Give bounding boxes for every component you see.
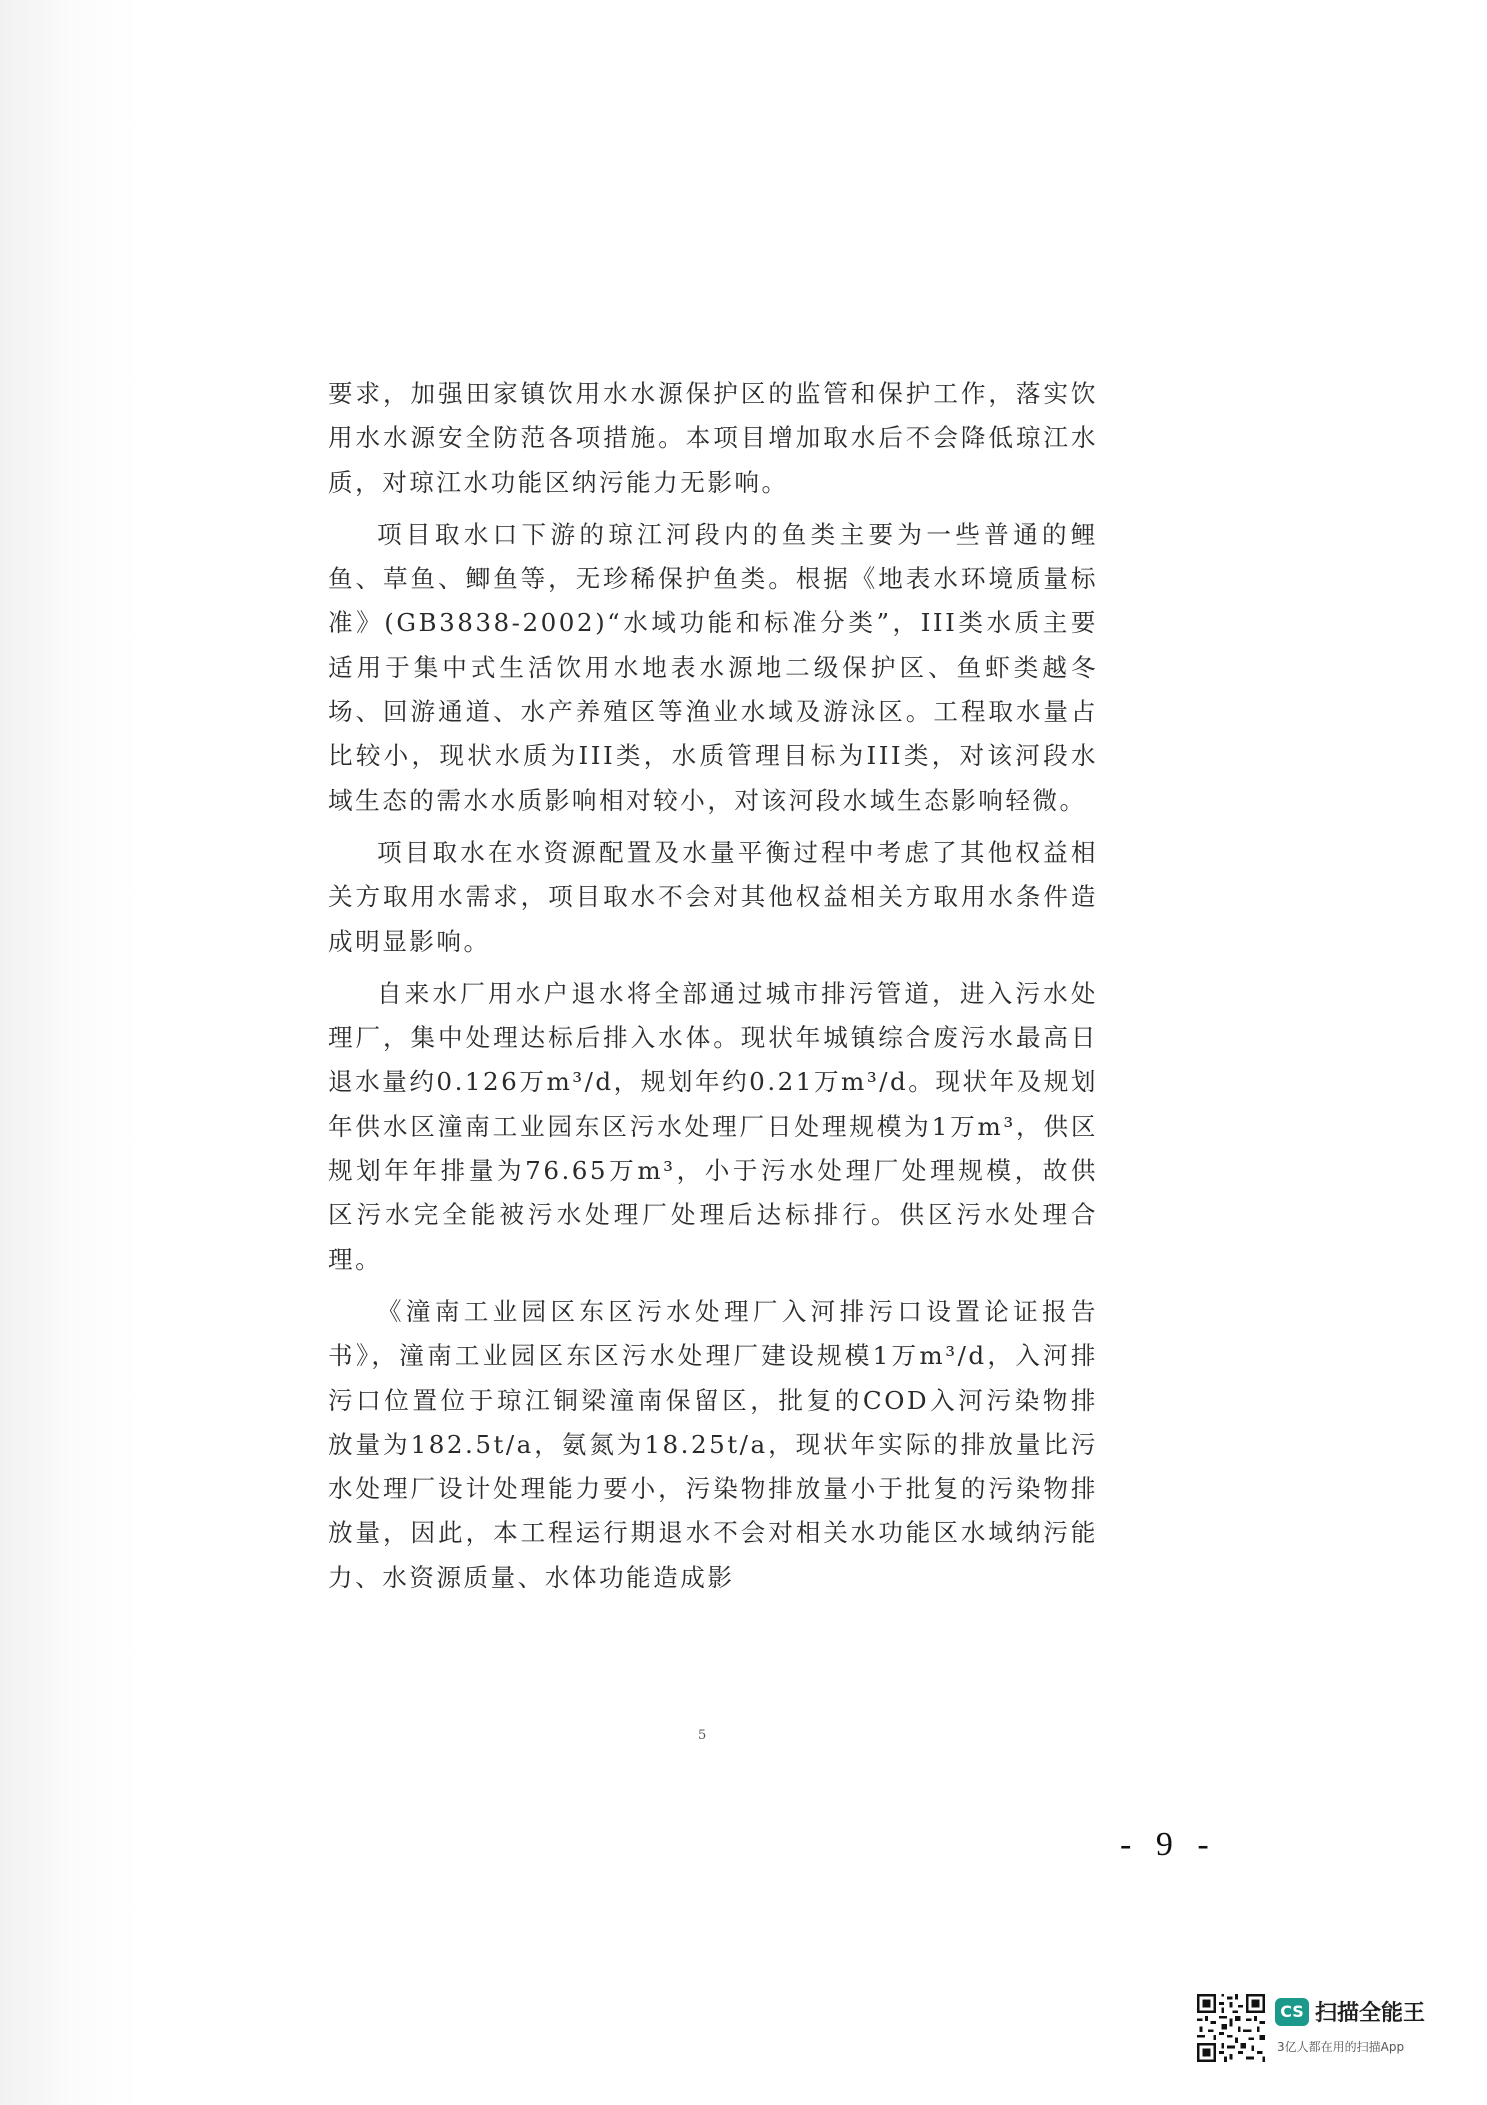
document-body: [328, 372, 1098, 1608]
scanner-tagline: 3亿人都在用的扫描App: [1277, 2040, 1405, 2054]
page-number: - 9 -: [1120, 1826, 1217, 1863]
paragraph-sewage-treatment: 自来水厂用水户退水将全部通过城市排污管道，进入污水处理厂，集中处理达标后排入水体。现状年城镇综合废污水最高日退水量约0.126万m³/d，规划年约0.21万m³/d。现状年及规划年供水区潼南工业园东区污水处理厂日处理规模为1万m³，供区规划年年排量为76.65万m³，小于污水处理厂处理规模，故供区污水完全能被污水处理厂处理后达标排行。供区污水处理合理。: [328, 978, 1098, 1274]
paragraph-fish-ecology: 项目取水口下游的琼江河段内的鱼类主要为一些普通的鲤鱼、草鱼、鲫鱼等，无珍稀保护鱼类。根据《地表水环境质量标准》(GB3838-2002)“水域功能和标准分类”，III类水质主要适用于集中式生活饮用水地表水源地二级保护区、鱼虾类越冬场、回游通道、水产养殖区等渔业水域及游泳区。工程取水量占比较小，现状水质为III类，水质管理目标为III类，对该河段水域生态的需水水质影响相对较小，对该河段水域生态影响轻微。: [328, 519, 1098, 815]
scanner-app-name: 扫描全能王: [1315, 2001, 1426, 2026]
faint-page-mark: 5: [698, 1728, 707, 1743]
scanner-watermark: [1197, 1990, 1467, 2080]
camscanner-logo: CS: [1275, 1998, 1309, 2026]
paragraph-water-source-protection: 要求，加强田家镇饮用水水源保护区的监管和保护工作，落实饮用水水源安全防范各项措施。本项目增加取水后不会降低琼江水质，对琼江水功能区纳污能力无影响。: [328, 379, 1098, 497]
paragraph-outfall-report: 《潼南工业园区东区污水处理厂入河排污口设置论证报告书》，潼南工业园区东区污水处理厂建设规模1万m³/d，入河排污口位置位于琼江铜梁潼南保留区，批复的COD入河污染物排放量为182.5t/a，氨氮为18.25t/a，现状年实际的排放量比污水处理厂设计处理能力要小，污染物排放量小于批复的污染物排放量，因此，本工程运行期退水不会对相关水功能区水域纳污能力、水资源质量、水体功能造成影: [328, 1296, 1098, 1592]
paragraph-stakeholders: 项目取水在水资源配置及水量平衡过程中考虑了其他权益相关方取用水需求，项目取水不会对其他权益相关方取用水条件造成明显影响。: [328, 837, 1098, 956]
qr-code-icon: [1197, 1994, 1265, 2062]
